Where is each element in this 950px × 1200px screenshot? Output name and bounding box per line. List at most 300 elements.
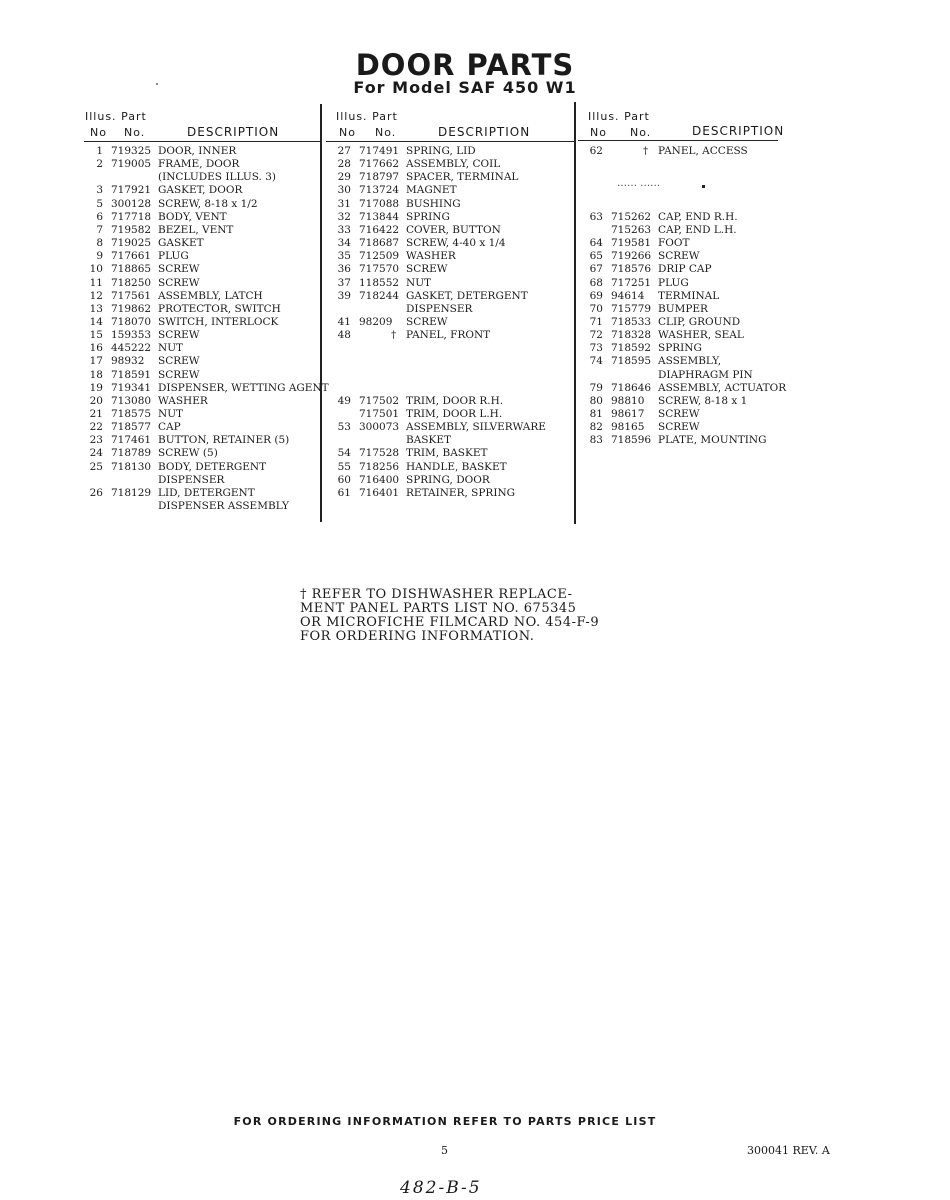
part-row xyxy=(83,316,323,329)
col1-illus-header: Illus. Part xyxy=(85,110,147,123)
part-row xyxy=(583,434,823,447)
part-row xyxy=(331,198,571,211)
illus-number: 53 xyxy=(337,421,351,434)
col1-no-header: No xyxy=(90,126,107,139)
part-number: 718789 xyxy=(111,447,152,460)
illus-number: 9 xyxy=(96,250,103,263)
part-row xyxy=(331,342,571,355)
illus-number: 72 xyxy=(589,329,603,342)
part-description: WASHER xyxy=(406,250,456,263)
part-row xyxy=(583,145,823,158)
illus-number: 62 xyxy=(589,145,603,157)
part-number: 717662 xyxy=(359,158,400,171)
footnote-line: FOR ORDERING INFORMATION. xyxy=(300,629,535,644)
part-row xyxy=(331,461,571,474)
footnote xyxy=(300,588,599,644)
part-number: 717491 xyxy=(359,145,400,157)
part-description: GASKET xyxy=(158,237,204,250)
part-row xyxy=(583,184,823,197)
page-title: DOOR PARTS xyxy=(355,48,575,82)
part-row xyxy=(583,316,823,329)
part-row xyxy=(331,158,571,171)
part-row xyxy=(331,434,571,447)
part-number: 713724 xyxy=(359,184,400,197)
illus-number: 16 xyxy=(89,342,103,355)
part-description: WASHER, SEAL xyxy=(658,329,744,342)
col1-partno-header: No. xyxy=(124,126,146,139)
illus-number: 63 xyxy=(589,210,603,223)
part-description: LID, DETERGENT xyxy=(158,486,255,499)
part-row xyxy=(83,145,323,158)
part-number: 718244 xyxy=(359,289,400,302)
part-description: PLATE, MOUNTING xyxy=(658,434,767,447)
illus-number: 31 xyxy=(337,197,351,210)
part-row xyxy=(83,329,323,342)
illus-number: 17 xyxy=(89,355,103,368)
illus-number: 7 xyxy=(96,223,103,236)
col3-illus-header: Illus. Part xyxy=(588,110,650,123)
illus-number: 25 xyxy=(89,460,103,473)
illus-number: 20 xyxy=(89,394,103,407)
illus-number: 48 xyxy=(337,329,351,342)
part-number: 98932 xyxy=(111,355,145,368)
part-description: PLUG xyxy=(158,250,189,263)
part-row xyxy=(331,316,571,329)
part-row xyxy=(583,421,823,434)
part-row xyxy=(583,408,823,421)
part-row xyxy=(83,395,323,408)
illus-number: 34 xyxy=(337,237,351,250)
part-description: PANEL, ACCESS xyxy=(658,145,748,157)
illus-number: 83 xyxy=(589,434,603,447)
illus-number: 64 xyxy=(589,237,603,250)
illus-number: 67 xyxy=(589,263,603,276)
part-description: (INCLUDES ILLUS. 3) xyxy=(158,171,276,184)
illus-number: 19 xyxy=(89,381,103,394)
part-description: SCREW xyxy=(158,368,200,381)
illus-number: 33 xyxy=(337,223,351,236)
part-number: 717561 xyxy=(111,289,152,302)
part-number: 719582 xyxy=(111,223,152,236)
part-description: GASKET, DETERGENT xyxy=(406,289,528,302)
part-description: ASSEMBLY, LATCH xyxy=(158,289,263,302)
illus-number: 30 xyxy=(337,184,351,197)
part-description: SCREW xyxy=(406,315,448,328)
part-number: 719325 xyxy=(111,145,152,157)
part-description: PLUG xyxy=(658,276,689,289)
part-row xyxy=(583,382,823,395)
part-number: 300073 xyxy=(359,421,400,434)
part-number: 98810 xyxy=(611,394,645,407)
illus-number: 60 xyxy=(337,473,351,486)
col3-header-rule xyxy=(578,140,778,141)
part-description: FOOT xyxy=(658,237,690,250)
illus-number: 68 xyxy=(589,276,603,289)
part-number: 715262 xyxy=(611,210,652,223)
part-row xyxy=(583,250,823,263)
part-number: † xyxy=(643,145,649,157)
illus-number: 6 xyxy=(96,210,103,223)
part-description: BUTTON, RETAINER (5) xyxy=(158,434,290,447)
part-row xyxy=(331,408,571,421)
part-row xyxy=(583,224,823,237)
part-number: 718250 xyxy=(111,276,152,289)
part-row xyxy=(331,421,571,434)
part-description: SCREW xyxy=(158,276,200,289)
illus-number: 39 xyxy=(337,289,351,302)
part-description: SCREW xyxy=(658,408,700,420)
part-row xyxy=(83,224,323,237)
part-description: SCREW (5) xyxy=(158,447,218,460)
part-row xyxy=(83,263,323,276)
document-id: 300041 REV. A xyxy=(747,1144,830,1157)
part-row xyxy=(83,290,323,303)
part-description: SCREW xyxy=(158,329,200,342)
part-description: BUMPER xyxy=(658,302,708,315)
part-row xyxy=(331,487,571,500)
part-description: TRIM, DOOR L.H. xyxy=(406,408,503,420)
part-description: CAP, END R.H. xyxy=(658,210,738,223)
part-row xyxy=(83,474,323,487)
illus-number: 37 xyxy=(337,276,351,289)
illus-number: 10 xyxy=(89,263,103,276)
part-description: DOOR, INNER xyxy=(158,145,237,157)
col2-no-header: No xyxy=(339,126,356,139)
part-row xyxy=(583,290,823,303)
part-number: 712509 xyxy=(359,250,400,263)
part-row xyxy=(83,500,323,513)
part-description: SCREW, 8-18 x 1 xyxy=(658,394,748,407)
part-description: DRIP CAP xyxy=(658,263,712,276)
part-description: NUT xyxy=(158,408,184,420)
part-number: 718575 xyxy=(111,408,152,420)
part-description: WASHER xyxy=(158,394,208,407)
part-row xyxy=(83,250,323,263)
part-description: DISPENSER ASSEMBLY xyxy=(158,500,289,513)
col3-no-header: No xyxy=(590,126,607,139)
part-description: SPRING xyxy=(406,210,450,223)
part-row xyxy=(583,303,823,316)
illus-number: 82 xyxy=(589,421,603,434)
part-number: 118552 xyxy=(359,276,400,289)
illus-number: 15 xyxy=(89,329,103,342)
part-row xyxy=(331,277,571,290)
part-row xyxy=(83,421,323,434)
part-description: SCREW xyxy=(658,250,700,263)
col2-header-rule xyxy=(326,141,574,142)
part-number: 717921 xyxy=(111,184,152,197)
part-row xyxy=(583,355,823,368)
illus-number: 8 xyxy=(96,237,103,250)
part-description: NUT xyxy=(406,276,432,289)
part-row xyxy=(83,158,323,171)
part-row xyxy=(331,382,571,395)
part-row xyxy=(83,237,323,250)
part-number: 717461 xyxy=(111,434,152,447)
part-number: 445222 xyxy=(111,342,152,355)
part-number: 717570 xyxy=(359,263,400,276)
part-number: 715779 xyxy=(611,302,652,315)
part-number: 718687 xyxy=(359,237,400,250)
part-description: SCREW xyxy=(158,263,200,276)
part-description: GASKET, DOOR xyxy=(158,184,243,197)
part-row xyxy=(83,303,323,316)
part-description: TRIM, DOOR R.H. xyxy=(406,394,504,407)
illus-number: 55 xyxy=(337,460,351,473)
illus-number: 2 xyxy=(96,158,103,171)
part-row xyxy=(583,369,823,382)
part-number: † xyxy=(391,329,397,342)
part-number: 717661 xyxy=(111,250,152,263)
part-number: 718646 xyxy=(611,381,652,394)
part-number: 718256 xyxy=(359,460,400,473)
illus-number: 3 xyxy=(96,184,103,197)
part-description: MAGNET xyxy=(406,184,457,197)
part-row xyxy=(331,171,571,184)
part-description: SPRING, DOOR xyxy=(406,473,490,486)
part-row xyxy=(83,461,323,474)
handwritten-note: 482-B-5 xyxy=(400,1178,482,1198)
part-description: TRIM, BASKET xyxy=(406,447,488,460)
part-number: 716400 xyxy=(359,473,400,486)
part-number: 718130 xyxy=(111,460,152,473)
footnote-line: OR MICROFICHE FILMCARD NO. 454-F-9 xyxy=(300,615,600,630)
illus-number: 29 xyxy=(337,171,351,184)
part-number: 300128 xyxy=(111,197,152,210)
col3-description-header: DESCRIPTION xyxy=(692,124,785,138)
part-description: DISPENSER, WETTING AGENT xyxy=(158,381,329,394)
part-row xyxy=(331,290,571,303)
illus-number: 1 xyxy=(96,145,103,157)
illus-number: 71 xyxy=(589,315,603,328)
illus-number: 49 xyxy=(337,394,351,407)
part-description: ASSEMBLY, xyxy=(658,355,722,368)
illus-number: 22 xyxy=(89,421,103,434)
part-description: SWITCH, INTERLOCK xyxy=(158,315,279,328)
part-row xyxy=(83,434,323,447)
part-description: BASKET xyxy=(406,434,452,447)
part-row xyxy=(83,408,323,421)
part-description: SCREW, 8-18 x 1/2 xyxy=(158,197,258,210)
part-number: 98617 xyxy=(611,408,645,420)
part-number: 718596 xyxy=(611,434,652,447)
illus-number: 24 xyxy=(89,447,103,460)
part-description: RETAINER, SPRING xyxy=(406,486,516,499)
part-number: 715263 xyxy=(611,223,652,236)
illus-number: 14 xyxy=(89,315,103,328)
col3-partno-header: No. xyxy=(630,126,652,139)
part-number: 719005 xyxy=(111,158,152,171)
part-description: DIAPHRAGM PIN xyxy=(658,368,753,381)
part-number: 718577 xyxy=(111,421,152,434)
part-description: BODY, VENT xyxy=(158,210,227,223)
part-number: 718129 xyxy=(111,486,152,499)
part-description: PANEL, FRONT xyxy=(406,329,491,342)
part-row xyxy=(83,211,323,224)
part-row xyxy=(583,277,823,290)
part-row xyxy=(331,237,571,250)
part-row xyxy=(583,329,823,342)
part-number: 98209 xyxy=(359,315,393,328)
model-subtitle: For Model SAF 450 W1 xyxy=(353,78,577,97)
part-number: 718865 xyxy=(111,263,152,276)
part-description: SCREW xyxy=(158,355,200,368)
part-description: COVER, BUTTON xyxy=(406,223,501,236)
col1-header-rule xyxy=(84,141,320,142)
part-row xyxy=(83,198,323,211)
part-description: HANDLE, BASKET xyxy=(406,460,507,473)
part-number: 98165 xyxy=(611,421,645,434)
part-description: CLIP, GROUND xyxy=(658,315,741,328)
illus-number: 36 xyxy=(337,263,351,276)
illus-number: 18 xyxy=(89,368,103,381)
part-row xyxy=(331,474,571,487)
part-description: ASSEMBLY, ACTUATOR xyxy=(658,381,787,394)
illus-number: 23 xyxy=(89,434,103,447)
part-row xyxy=(83,184,323,197)
part-description: DISPENSER xyxy=(158,473,225,486)
part-row xyxy=(331,224,571,237)
column-divider-2 xyxy=(574,102,576,524)
illus-number: 27 xyxy=(337,145,351,157)
part-description: DISPENSER xyxy=(406,302,473,315)
part-description: SPRING xyxy=(658,342,702,355)
part-row xyxy=(583,263,823,276)
illus-number: 13 xyxy=(89,302,103,315)
ordering-info: FOR ORDERING INFORMATION REFER TO PARTS PRICE LIST xyxy=(233,1115,657,1128)
part-description: TERMINAL xyxy=(658,289,720,302)
illus-number: 61 xyxy=(337,486,351,499)
part-row xyxy=(583,237,823,250)
part-number: 159353 xyxy=(111,329,152,342)
part-description: SPRING, LID xyxy=(406,145,476,157)
stray-mark xyxy=(156,83,158,85)
part-number: 719862 xyxy=(111,302,152,315)
page-number: 5 xyxy=(441,1144,448,1157)
part-number: 713844 xyxy=(359,210,400,223)
part-description: ASSEMBLY, SILVERWARE xyxy=(406,421,546,434)
part-row xyxy=(331,355,571,368)
part-row xyxy=(583,395,823,408)
part-description: SCREW xyxy=(658,421,700,434)
part-row xyxy=(331,184,571,197)
part-number: 718576 xyxy=(611,263,652,276)
part-description: BEZEL, VENT xyxy=(158,223,234,236)
part-number: 718070 xyxy=(111,315,152,328)
illus-number: 69 xyxy=(589,289,603,302)
illus-number: 28 xyxy=(337,158,351,171)
illus-number: 79 xyxy=(589,381,603,394)
illus-number: 21 xyxy=(89,408,103,420)
col2-description-header: DESCRIPTION xyxy=(438,125,531,139)
footnote-line: † REFER TO DISHWASHER REPLACE- xyxy=(300,587,573,602)
illus-number: 32 xyxy=(337,210,351,223)
part-row xyxy=(583,342,823,355)
part-description: SPACER, TERMINAL xyxy=(406,171,519,184)
col2-partno-header: No. xyxy=(375,126,397,139)
part-number: 719581 xyxy=(611,237,652,250)
part-description: PROTECTOR, SWITCH xyxy=(158,302,281,315)
part-row xyxy=(83,171,323,184)
part-row xyxy=(331,329,571,342)
part-number: 717088 xyxy=(359,197,400,210)
part-row xyxy=(583,198,823,211)
part-number: 717718 xyxy=(111,210,152,223)
part-number: 717251 xyxy=(611,276,652,289)
part-row xyxy=(83,487,323,500)
part-row xyxy=(331,303,571,316)
part-number: 716422 xyxy=(359,223,400,236)
part-row xyxy=(83,369,323,382)
illus-number: 80 xyxy=(589,394,603,407)
illus-number: 41 xyxy=(337,315,351,328)
illus-number: 54 xyxy=(337,447,351,460)
part-row xyxy=(83,342,323,355)
part-row xyxy=(83,447,323,460)
part-number: 717502 xyxy=(359,394,400,407)
illus-number: 81 xyxy=(589,408,603,420)
part-row xyxy=(583,211,823,224)
illus-number: 12 xyxy=(89,289,103,302)
part-number: 94614 xyxy=(611,289,645,302)
part-row xyxy=(331,395,571,408)
part-description: SCREW, 4-40 x 1/4 xyxy=(406,237,506,250)
part-description: BODY, DETERGENT xyxy=(158,460,267,473)
part-row xyxy=(331,211,571,224)
part-number: 718797 xyxy=(359,171,400,184)
part-number: 718591 xyxy=(111,368,152,381)
part-description: CAP xyxy=(158,421,181,434)
part-number: 718592 xyxy=(611,342,652,355)
part-row xyxy=(331,447,571,460)
illus-number: 70 xyxy=(589,302,603,315)
footnote-line: MENT PANEL PARTS LIST NO. 675345 xyxy=(300,601,577,616)
part-description: BUSHING xyxy=(406,197,461,210)
illus-number: 73 xyxy=(589,342,603,355)
col1-description-header: DESCRIPTION xyxy=(187,125,280,139)
part-row xyxy=(331,145,571,158)
part-number: 718328 xyxy=(611,329,652,342)
part-number: 717501 xyxy=(359,408,400,420)
part-number: 719341 xyxy=(111,381,152,394)
part-row xyxy=(583,171,823,184)
part-description: ASSEMBLY, COIL xyxy=(406,158,501,171)
illus-number: 26 xyxy=(89,486,103,499)
part-description: CAP, END L.H. xyxy=(658,223,737,236)
part-row xyxy=(331,263,571,276)
part-row xyxy=(331,250,571,263)
part-row xyxy=(331,369,571,382)
illus-number: 65 xyxy=(589,250,603,263)
part-row xyxy=(83,381,329,395)
part-number: 719025 xyxy=(111,237,152,250)
illus-number: 35 xyxy=(337,250,351,263)
part-number: 718595 xyxy=(611,355,652,368)
part-number: 718533 xyxy=(611,315,652,328)
part-number: 717528 xyxy=(359,447,400,460)
part-description: SCREW xyxy=(406,263,448,276)
illus-number: 11 xyxy=(89,276,103,289)
column3-gap-mark: …… …… xyxy=(617,178,661,189)
part-row xyxy=(83,355,323,368)
part-number: 713080 xyxy=(111,394,152,407)
col2-illus-header: Illus. Part xyxy=(336,110,398,123)
part-number: 719266 xyxy=(611,250,652,263)
part-description: FRAME, DOOR xyxy=(158,158,240,171)
illus-number: 5 xyxy=(96,197,103,210)
part-row xyxy=(583,158,823,171)
illus-number: 74 xyxy=(589,355,603,368)
